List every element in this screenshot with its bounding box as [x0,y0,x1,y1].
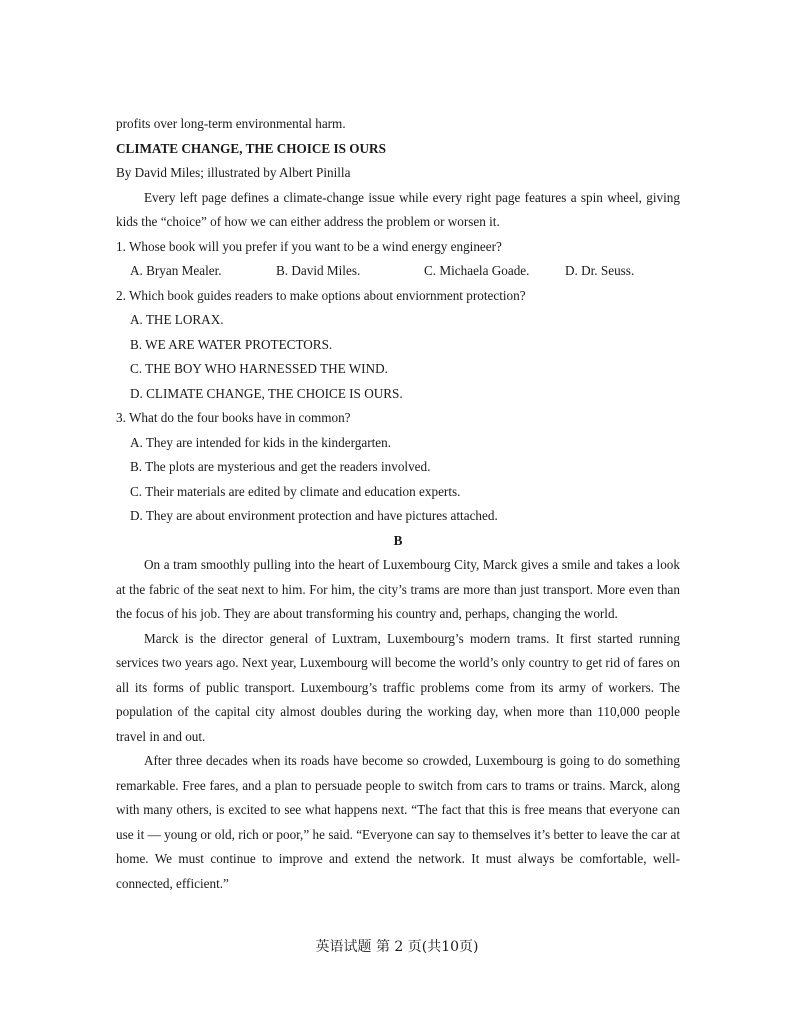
book-description: Every left page defines a climate-change issue while every right page features a spin wheel, giving kids the “choice” of how we can either address the problem or worsen it. [116,189,680,229]
option-b[interactable]: B. The plots are mysterious and get the readers involved. [130,459,431,474]
option-c[interactable]: C. Their materials are edited by climate and education experts. [130,483,461,499]
page-content [116,112,680,896]
question-stem: 1. Whose book will you prefer if you want to be a wind energy engineer? [116,238,502,254]
option-a[interactable]: A. THE LORAX. [130,312,224,327]
passage-paragraph: Marck is the director general of Luxtram, Luxembourg’s modern trams. It first started running services two years ago. Next year, Luxembourg will become the world’s only country to get rid of fares on all its forms of public transport. Luxembourg’s traffic problems come from its army of workers. The population of the capital city almost doubles during the working day, when more than 110,000 people travel in and out. [116,630,680,744]
page-footer: 英语试题 第 2 页(共10页) [315,939,479,955]
book-title: CLIMATE CHANGE, THE CHOICE IS OURS [116,140,386,156]
option-d[interactable]: D. They are about environment protection and have pictures attached. [130,508,498,523]
passage-paragraph: After three decades when its roads have become so crowded, Luxembourg is going to do something remarkable. Free fares, and a plan to persuade people to switch from cars to trams or trains. Marck, along with many others, is excited to see what happens next. “The fact that this is free means that everyone can use it — young or old, rich or poor,” he said. “Everyone can say to themselves it’s better to leave the car at home. We must continue to improve and extend the network. It must always be comfortable, well-connected, efficient.” [116,753,680,891]
question-stem: 3. What do the four books have in common? [116,410,351,425]
question-stem: 2. Which book guides readers to make options about enviornment protection? [116,287,526,303]
option-d[interactable]: D. CLIMATE CHANGE, THE CHOICE IS OURS. [130,385,403,401]
option-a[interactable]: A. Bryan Mealer. [130,263,222,278]
top-line: profits over long-term environmental harm. [116,116,346,131]
question-2 [116,284,680,407]
option-a[interactable]: A. They are intended for kids in the kindergarten. [130,434,391,450]
option-c[interactable]: C. Michaela Goade. [424,263,530,278]
option-c[interactable]: C. THE BOY WHO HARNESSED THE WIND. [130,361,388,376]
passage-paragraph: On a tram smoothly pulling into the heart of Luxembourg City, Marck gives a smile and takes a look at the fabric of the seat next to him. For him, the city’s trams are more than just transport. More even than the focus of his job. They are about transforming his country and, perhaps, changing the world. [116,557,680,621]
question-3 [116,406,680,529]
book-byline: By David Miles; illustrated by Albert Pinilla [116,165,351,180]
option-b[interactable]: B. WE ARE WATER PROTECTORS. [130,336,333,352]
question-1 [116,235,680,284]
option-row [116,259,680,284]
option-d[interactable]: D. Dr. Seuss. [565,263,635,278]
section-label: B [393,532,403,548]
option-b[interactable]: B. David Miles. [276,263,361,278]
